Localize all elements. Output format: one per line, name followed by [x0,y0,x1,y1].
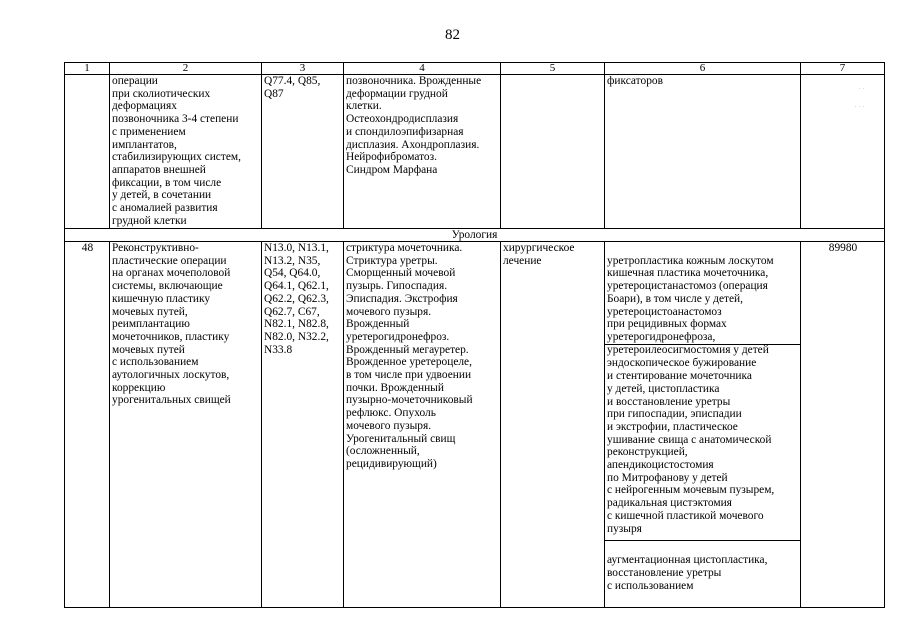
service-name-cell: операции при сколиотических деформациях позвоночника 3-4 степени с применением имплантатов, стабилизирующих систем, аппаратов внешней фиксации, в том числе у детей, в сочетании с аномалией развития грудной клетки [110,75,262,229]
faint-scan-marks: · · · · · [854,85,865,111]
table-row-continued [65,75,885,229]
column-number: 6 [605,63,801,75]
column-number: 1 [65,63,110,75]
icd-codes-cell: Q77.4, Q85, Q87 [262,75,344,229]
price-cell [801,75,885,229]
column-number: 2 [110,63,262,75]
column-number-row [65,63,885,75]
services-table [64,62,885,608]
treatment-method-block: эндоскопическое бужирование и стентирование мочеточника у детей, цистопластика и восстановление уретры при гипоспадии, эписпадии и экстрофии, пластическое ушивание свища с анатомической реконструкцией, апендикоцистостомия по Митрофанову у детей с нейрогенным мочевым пузырем, радикальная цистэктомия с кишечной пластикой мочевого пузыря [605,357,800,541]
section-title: Урология [65,229,885,242]
column-number: 5 [501,63,605,75]
treatment-type-cell [501,75,605,229]
treatment-method-cell: фиксаторов [605,75,801,229]
table-row-48 [65,242,885,608]
patient-model-cell: стриктура мочеточника. Стриктура уретры. Сморщенный мочевой пузырь. Гипоспадия. Эписпадия. Экстрофия мочевого пузыря. Врожденный уретерогидронефроз. Врожденный мегауретер. Врожденное уретероцеле, в том числе при удвоении почки. Врожденный пузырно-мочеточниковый рефлюкс. Опухоль мочевого пузыря. Урогенитальный свищ (осложненный, рецидивирующий) [344,242,501,608]
icd-codes-cell: N13.0, N13.1, N13.2, N35, Q54, Q64.0, Q64.1, Q62.1, Q62.2, Q62.3, Q62.7, C67, N82.1, N82.8, N82.0, N32.2, N33.8 [262,242,344,608]
treatment-method-block: аугментационная цистопластика, восстановление уретры с использованием [607,554,768,592]
treatment-type-cell: хирургическое лечение [501,242,605,608]
column-number: 7 [801,63,885,75]
treatment-methods-cell [605,242,801,608]
section-header-row [65,229,885,242]
service-name-cell: Реконструктивно- пластические операции на органах мочеполовой системы, включающие кишечную пластику мочевых путей, реимплантацию мочеточников, пластику мочевых путей с использованием аутологичных лоскутов, коррекцию урогенитальных свищей [110,242,262,608]
row-number-cell: 48 [65,242,110,608]
patient-model-cell: позвоночника. Врожденные деформации грудной клетки. Остеохондродисплазия и спондилоэпифизарная дисплазия. Ахондроплазия. Нейрофиброматоз. Синдром Марфана [344,75,501,229]
treatment-method-block: уретропластика кожным лоскутом кишечная пластика мочеточника, уретероцистанастомоз (операция Боари), в том числе у детей, уретероцистоанастомоз при рецидивных формах уретерогидронефроза, уретероилеосигмостомия у детей [605,255,800,345]
price-cell: 89980 [801,242,885,608]
page-number: 82 [445,27,460,43]
column-number: 3 [262,63,344,75]
row-number-cell [65,75,110,229]
column-number: 4 [344,63,501,75]
